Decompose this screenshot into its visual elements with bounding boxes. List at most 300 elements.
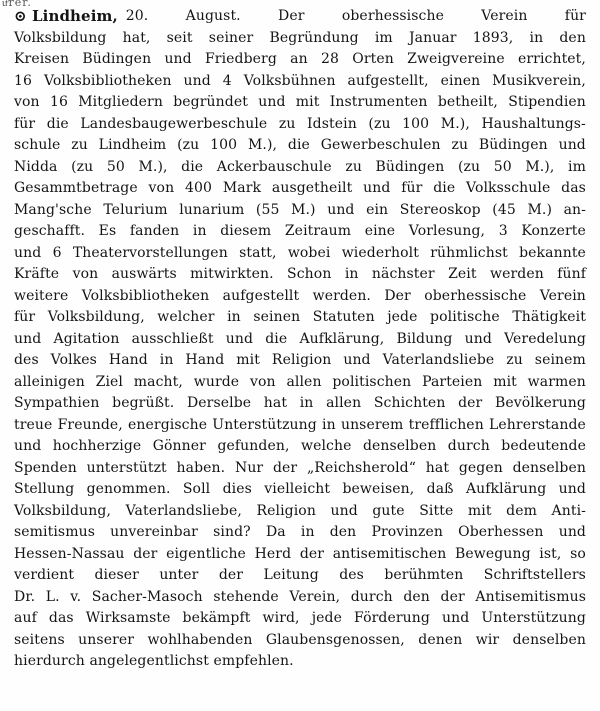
- article-word: Religion: [256, 502, 316, 519]
- article-word: trefflichen: [408, 416, 484, 433]
- article-word: einen: [440, 72, 481, 89]
- article-line: [14, 372, 586, 394]
- article-word: M.),: [440, 115, 470, 132]
- article-word: 20.: [125, 8, 149, 24]
- article-word: Agitation: [53, 330, 120, 347]
- article-line: [14, 28, 586, 50]
- article-word: bekannte: [519, 244, 586, 261]
- article-word: Musikverein,: [492, 72, 586, 89]
- article-word: 100: [210, 137, 238, 153]
- article-word: eigentliche: [166, 545, 246, 562]
- article-word: hat,: [122, 29, 151, 46]
- article-word: Wirksamste: [85, 610, 171, 626]
- article-word: allen: [326, 395, 362, 411]
- article-word: für: [14, 309, 36, 325]
- article-word: Volksbühnen: [243, 72, 336, 89]
- article-line: [14, 522, 586, 544]
- article-word: wiederholt: [341, 244, 419, 261]
- article-word: an: [290, 51, 308, 67]
- article-word: (zu: [177, 137, 200, 153]
- article-word: wird,: [262, 610, 300, 626]
- article-word: Dr.: [14, 588, 36, 605]
- article-word: Verein: [481, 8, 528, 24]
- article-word: so: [570, 545, 586, 562]
- article-word: Es: [98, 223, 117, 239]
- article-word: und: [183, 72, 211, 89]
- article-word: gegen: [458, 459, 503, 476]
- article-word: (45: [492, 201, 516, 218]
- article-word: im: [374, 29, 393, 46]
- article-word: Bildung: [396, 330, 453, 347]
- article-word: Vaterlandsliebe,: [125, 502, 242, 519]
- article-word: Unterstützung: [481, 610, 586, 626]
- article-line: [14, 350, 586, 372]
- article-word: M.): [527, 201, 553, 218]
- article-word: hochherzige: [52, 438, 142, 454]
- article-word: energische: [128, 416, 208, 433]
- article-word: Aufklärung: [465, 481, 547, 497]
- article-word: Stipendien: [508, 94, 586, 110]
- article-word: Kräfte: [14, 266, 60, 282]
- article-word: mit: [467, 502, 492, 519]
- article-word: politische: [430, 309, 500, 325]
- article-word: Volksschule: [466, 180, 551, 196]
- article-word: dem: [506, 502, 537, 519]
- article-word: in: [529, 29, 544, 46]
- article-word: unserer: [78, 631, 135, 648]
- article-word: oberhessische: [341, 8, 444, 24]
- article-line: [14, 393, 586, 415]
- article-line: [14, 501, 586, 523]
- article-word: Lindheim: [98, 137, 167, 153]
- article-word: aufgestellt: [222, 287, 300, 304]
- article-word: des: [14, 352, 39, 368]
- article-word: nächster: [371, 266, 435, 282]
- article-word: Lehrerstande: [489, 416, 586, 433]
- article-line: [14, 630, 586, 652]
- article-word: 28: [321, 51, 340, 67]
- article-word: fünf: [557, 266, 586, 282]
- article-word: stehende: [213, 588, 279, 605]
- article-word: mit: [295, 94, 320, 110]
- article-word: M.),: [138, 158, 168, 175]
- article-word: begrüßt.: [112, 395, 175, 411]
- article-word: Landesbaugewerbeschule: [80, 115, 268, 132]
- article-word: Nidda: [14, 158, 58, 175]
- article-line: [14, 200, 586, 222]
- article-word: bekämpft: [182, 610, 251, 626]
- article-word: Oberhessen: [458, 524, 544, 540]
- article-word: im: [568, 158, 586, 175]
- article-word: das: [561, 180, 586, 196]
- article-word: Soll: [182, 481, 211, 497]
- article-word: treue: [14, 416, 53, 433]
- article-word: und: [558, 137, 586, 153]
- article-word: in: [300, 524, 315, 540]
- article-word: Provinzen: [371, 524, 443, 540]
- article-word: von: [14, 94, 40, 110]
- article-word: Hand: [185, 352, 225, 368]
- article-word: Mang'sche: [14, 201, 92, 218]
- article-word: dies: [222, 481, 252, 497]
- article-line: [14, 157, 586, 179]
- article-word: Volkes: [50, 352, 97, 368]
- article-word: Hand: [108, 352, 148, 368]
- article-word: ausgetheilt: [271, 180, 353, 196]
- article-line: [14, 6, 586, 28]
- article-word: 6: [52, 244, 62, 261]
- article-word: denselben: [512, 631, 586, 648]
- article-word: Januar: [408, 29, 457, 46]
- article-word: mit: [236, 352, 260, 368]
- article-word: auf: [14, 610, 37, 626]
- article-word: für: [401, 180, 423, 196]
- article-line: [14, 264, 586, 286]
- article-word: Stereoskop: [399, 201, 481, 218]
- article-word: und: [14, 330, 42, 347]
- article-word: berühmten: [384, 567, 464, 583]
- article-word: begründet: [173, 94, 248, 110]
- article-word: macht,: [133, 373, 183, 390]
- article-word: der: [133, 545, 158, 562]
- article-word: für: [564, 8, 586, 24]
- article-word: weitere: [14, 287, 69, 304]
- article-word: des: [339, 567, 364, 583]
- article-word: geschafft.: [14, 223, 86, 239]
- dateline-marker-icon: ⊙: [14, 7, 27, 25]
- article-word: Konzerte: [521, 223, 586, 239]
- article-line: [14, 307, 586, 329]
- article-word: Zeitraum: [284, 223, 352, 239]
- article-line: [14, 587, 586, 609]
- article-word: von: [148, 180, 175, 196]
- article-word: fanden: [129, 223, 180, 239]
- article-word: wurde: [193, 373, 240, 390]
- article-word: und: [464, 330, 492, 347]
- article-word: den: [559, 29, 586, 46]
- article-word: Statuten: [312, 309, 375, 325]
- article-line: [14, 92, 586, 114]
- article-word: 1893,: [472, 29, 514, 46]
- article-word: der: [272, 459, 298, 476]
- article-word: Idstein: [307, 115, 357, 132]
- article-word: Gewerbeschulen: [320, 137, 441, 153]
- article-word: zu: [345, 158, 362, 175]
- article-line: [14, 544, 586, 566]
- article-word: Freunde,: [57, 416, 123, 433]
- article-word: verdient: [14, 567, 75, 583]
- article-line: [14, 458, 586, 480]
- article-line: [14, 651, 586, 673]
- article-word: unterstützt: [86, 459, 167, 476]
- article-word: „Reichsherold“: [306, 459, 417, 476]
- article-word: Spenden: [14, 459, 77, 476]
- article-word: 16: [49, 94, 68, 110]
- article-word: 400: [185, 180, 213, 196]
- article-word: und: [363, 180, 391, 196]
- article-word: hat: [425, 459, 450, 476]
- article-word: Stellung: [14, 481, 75, 497]
- article-word: Friedberg: [204, 51, 277, 67]
- article-word: lunarium: [179, 201, 245, 218]
- article-word: und: [14, 244, 42, 261]
- article-word: semitismus: [14, 524, 95, 540]
- article-word: aufgestellt,: [347, 72, 429, 89]
- article-word: wobei: [287, 244, 331, 261]
- article-word: das: [48, 610, 74, 626]
- article-word: daß: [426, 481, 454, 497]
- article-word: zu: [451, 137, 469, 153]
- article-word: seinem: [534, 352, 586, 368]
- article-word: 4: [222, 72, 232, 89]
- article-word: ein: [366, 201, 389, 218]
- article-word: Instrumenten: [329, 94, 428, 110]
- article-word: die: [433, 180, 456, 196]
- article-line: [14, 608, 586, 630]
- article-word: Volksbibliotheken: [43, 72, 172, 89]
- article-word: von: [250, 373, 276, 390]
- article-line: [14, 221, 586, 243]
- article-word: den: [403, 588, 430, 605]
- dateline-place: Lindheim,: [32, 7, 118, 25]
- article-word: 50: [493, 158, 512, 175]
- article-line: [14, 243, 586, 265]
- article-word: bedeutende: [501, 438, 586, 454]
- article-word: und: [558, 481, 586, 497]
- article-word: Volksbildung: [14, 29, 107, 46]
- article-word: Bewegung: [455, 545, 531, 562]
- article-line: [14, 71, 586, 93]
- article-word: sind?: [213, 524, 251, 540]
- article-word: Verein: [539, 287, 586, 304]
- cut-off-text-fragment: üͤrer.: [2, 0, 32, 9]
- article-word: und: [258, 94, 286, 110]
- article-word: haben.: [176, 459, 226, 476]
- article-word: Antisemitismus: [475, 588, 586, 605]
- article-word: L.: [45, 588, 60, 605]
- article-word: Herd: [254, 545, 292, 562]
- article-word: diesem: [220, 223, 272, 239]
- article-word: vielleicht: [264, 481, 331, 497]
- article-word: in: [322, 416, 336, 433]
- article-word: Büdingen: [478, 137, 548, 153]
- article-word: welche: [300, 438, 352, 454]
- article-word: gute: [372, 502, 405, 519]
- article-word: Vaterlandsliebe: [382, 352, 495, 368]
- article-word: für: [14, 115, 36, 132]
- article-line: [14, 114, 586, 136]
- article-word: ausschließt: [131, 330, 214, 347]
- article-word: die: [287, 137, 310, 153]
- article-word: M.),: [525, 158, 555, 175]
- article-word: von: [72, 266, 99, 282]
- article-word: Glaubensgenossen,: [265, 631, 405, 648]
- article-word: rühmlichst: [430, 244, 508, 261]
- article-word: in: [159, 352, 174, 368]
- article-word: die: [181, 158, 204, 175]
- article-line: [14, 415, 586, 437]
- article-word: Thätigkeit: [512, 309, 586, 325]
- article-word: der: [458, 395, 483, 411]
- article-word: Zeit: [448, 266, 477, 282]
- article-word: unserem: [340, 416, 404, 433]
- article-word: durch: [447, 438, 490, 454]
- article-word: Zweigvereine: [407, 51, 505, 67]
- article-word: und: [442, 610, 470, 626]
- article-word: Der: [278, 8, 305, 24]
- article-word: M.): [291, 201, 316, 218]
- article-word: 50: [106, 158, 125, 175]
- article-word: zu: [278, 115, 296, 132]
- article-word: Theatervorstellungen: [72, 244, 228, 261]
- article-word: in: [344, 266, 359, 282]
- article-word: Mitgliedern: [78, 94, 163, 110]
- article-word: denselben: [512, 459, 586, 476]
- article-word: hat: [263, 395, 288, 411]
- article-word: auswärts: [111, 266, 177, 282]
- article-word: Sacher-Masoch: [91, 588, 203, 605]
- article-word: Vorlesung,: [408, 223, 486, 239]
- article-word: wohlhabenden: [147, 631, 253, 648]
- article-line: [14, 565, 586, 587]
- article-word: seinen: [253, 309, 301, 325]
- article-word: unvereinbar: [110, 524, 198, 540]
- article-word: Verein,: [289, 588, 341, 605]
- article-word: seit: [166, 29, 193, 46]
- article-word: und: [225, 330, 254, 347]
- article-word: ist,: [539, 545, 562, 562]
- article-word: Gönner: [152, 438, 206, 454]
- article-word: Derselbe: [186, 395, 252, 411]
- article-word: August.: [185, 8, 241, 24]
- article-word: alleinigen: [14, 373, 85, 390]
- article-line: [14, 479, 586, 501]
- article-word: (zu: [457, 158, 481, 175]
- article-word: Leitung: [263, 567, 319, 583]
- article-word: (zu: [368, 115, 391, 132]
- article-word: mit: [493, 373, 517, 390]
- article-word: Parteien: [422, 373, 483, 390]
- article-word: Sitte: [419, 502, 454, 519]
- article-word: Ackerbauschule: [216, 158, 332, 175]
- article-word: jede: [311, 610, 342, 626]
- article-word: Religion: [271, 352, 332, 368]
- article-word: denen: [418, 631, 463, 648]
- article-word: Telurium: [103, 201, 168, 218]
- article-word: zu: [506, 352, 523, 368]
- article-word: Volksbildung,: [14, 502, 112, 519]
- article-word: welcher: [157, 309, 215, 325]
- article-word: errichtet,: [517, 51, 586, 67]
- article-word: und: [558, 524, 586, 540]
- article-word: gefunden,: [217, 438, 290, 454]
- article-word: (55: [255, 201, 280, 218]
- article-word: Gesammtbetrage: [14, 180, 138, 196]
- article-word: und: [343, 352, 371, 368]
- article-word: denselben: [362, 438, 437, 454]
- article-word: eine: [364, 223, 396, 239]
- article-word: antisemitischen: [332, 545, 447, 562]
- article-word: mitwirkten.: [190, 266, 274, 282]
- article-word: Orten: [352, 51, 394, 67]
- article-word: der: [299, 545, 325, 562]
- article-word: Mark: [222, 180, 262, 196]
- article-word: durch: [350, 588, 393, 605]
- article-word: Volksbibliotheken: [81, 287, 210, 304]
- article-word: und: [330, 502, 358, 519]
- article-word: unter: [159, 567, 199, 583]
- article-line: [14, 49, 586, 71]
- article-word: wir: [475, 631, 500, 648]
- article-word: betheilt,: [437, 94, 498, 110]
- article-word: Förderung: [354, 610, 430, 626]
- article-word: den: [329, 524, 357, 540]
- article-word: 16: [14, 72, 33, 89]
- article-word: in: [192, 223, 207, 239]
- article-word: allen: [286, 373, 322, 390]
- article-word: Ziel: [95, 373, 123, 390]
- article-word: seiner: [208, 29, 254, 46]
- article-word: Schriftstellers: [483, 567, 586, 583]
- article-word: und: [14, 438, 42, 454]
- article-word: und: [327, 201, 355, 218]
- article-word: schule: [14, 137, 61, 153]
- article-word: Volksbildung,: [47, 309, 145, 325]
- article-word: Sympathien: [14, 395, 100, 411]
- article-word: Kreisen: [14, 51, 70, 67]
- article-word: Schichten: [373, 395, 446, 411]
- article-word: warmen: [527, 373, 586, 390]
- article-word: Unterstützung: [212, 416, 317, 433]
- article-word: die: [265, 330, 288, 347]
- dateline-rest: [126, 6, 586, 28]
- article-line: [14, 286, 586, 308]
- article-word: M.),: [247, 137, 278, 153]
- article-word: statt,: [239, 244, 277, 261]
- article-word: werden.: [312, 287, 371, 304]
- article-line: [14, 436, 586, 458]
- article-word: v.: [70, 588, 82, 605]
- article-word: in: [227, 309, 241, 325]
- article-word: politischen: [332, 373, 412, 390]
- article-line: [14, 329, 586, 351]
- article-word: Hessen-Nassau: [14, 545, 125, 562]
- article-word: Da: [265, 524, 286, 540]
- article-word: der: [440, 588, 465, 605]
- article-word: 100: [402, 115, 430, 132]
- article-line: [14, 135, 586, 157]
- article-word: Schon: [287, 266, 332, 282]
- article-word: Büdingen: [82, 51, 152, 67]
- article-word: zu: [71, 137, 88, 153]
- article-word: beweisen,: [342, 481, 415, 497]
- article-word: (zu: [71, 158, 94, 175]
- article-word: der: [218, 567, 244, 583]
- article-line: [14, 178, 586, 200]
- article-word: Begründung: [269, 29, 359, 46]
- article-word: Nur: [234, 459, 264, 476]
- article-word: Büdingen: [375, 158, 445, 175]
- article-word: Der: [384, 287, 411, 304]
- article-word: in: [299, 395, 314, 411]
- article-word: Aufklärung,: [299, 330, 385, 347]
- article-word: genommen.: [86, 481, 171, 497]
- article-word: oberhessische: [424, 287, 527, 304]
- article-word: Veredelung: [504, 330, 586, 347]
- article-word: 3: [498, 223, 508, 239]
- article-word: seitens: [14, 631, 65, 648]
- article-word: jede: [387, 309, 418, 325]
